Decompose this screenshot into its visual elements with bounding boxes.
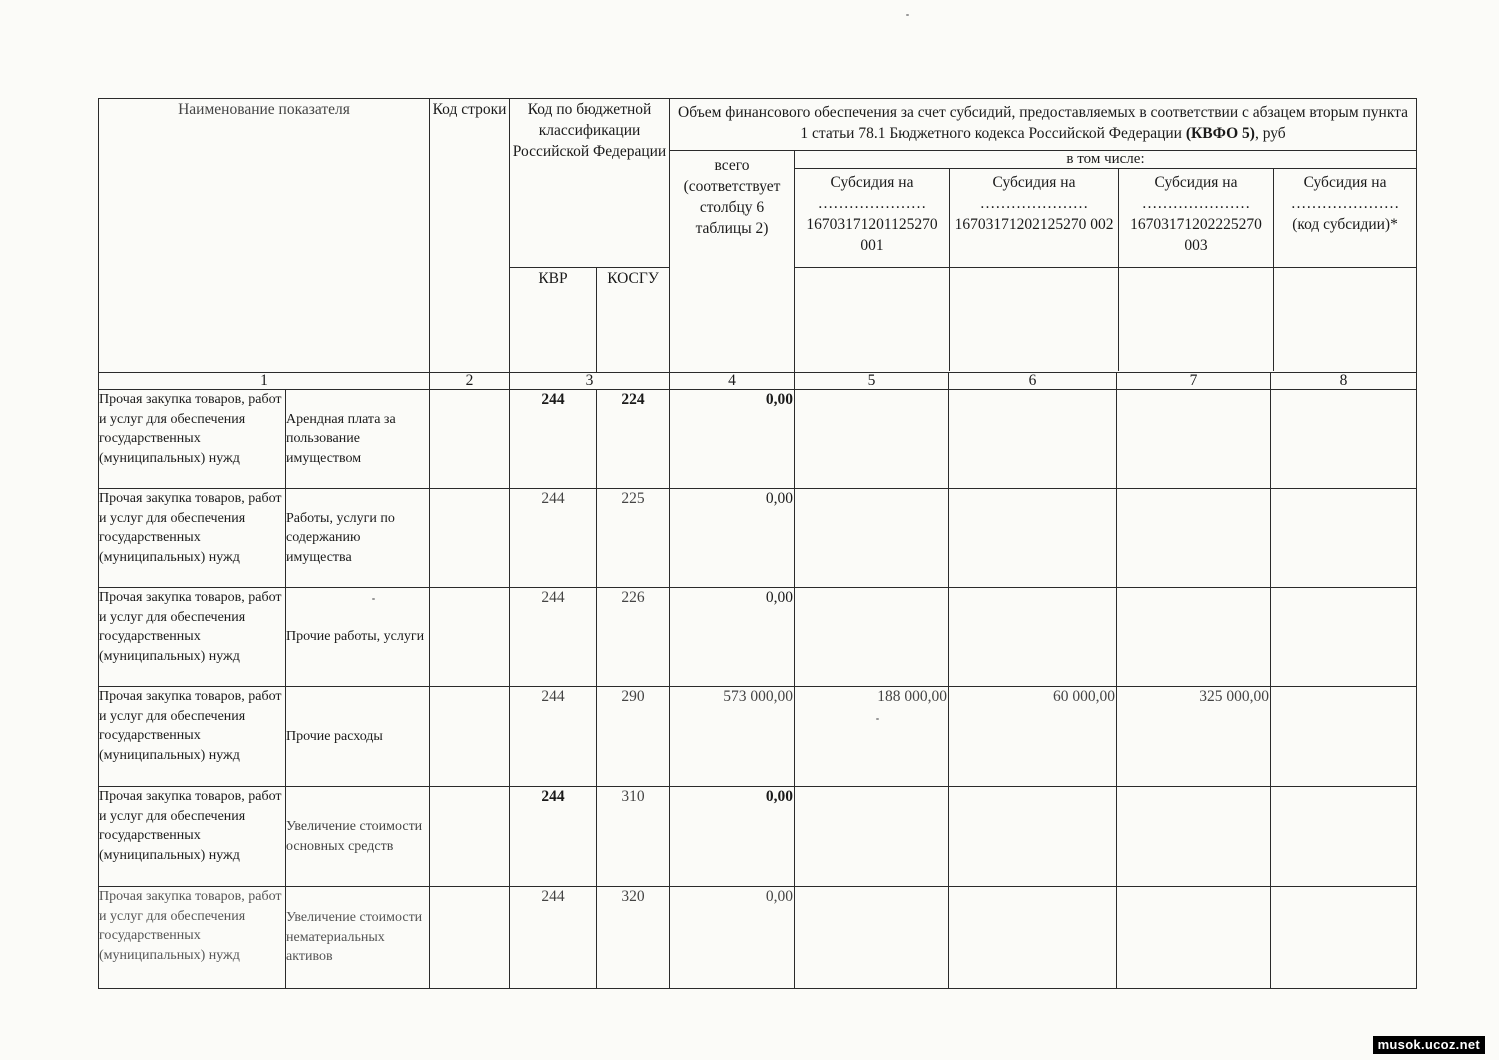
- subsidy-label: Субсидия на: [1154, 174, 1238, 191]
- table-row: [99, 887, 1417, 989]
- row-subsidy-3: [1117, 887, 1271, 989]
- row-line-code: [430, 588, 510, 687]
- row-name: Прочая закупка товаров, работ и услуг для обеспечения государственных (муниципальных) нужд: [99, 489, 286, 588]
- row-kosgu: 310: [597, 787, 670, 887]
- row-subsidy-3: 325 000,00: [1117, 687, 1271, 787]
- table-row: [99, 687, 1417, 787]
- row-subsidy-4: [1271, 489, 1417, 588]
- row-name: Прочая закупка товаров, работ и услуг для обеспечения государственных (муниципальных) нужд: [99, 390, 286, 489]
- header-total: всего (соответствует столбцу 6 таблицы 2): [670, 151, 795, 373]
- column-number: 4: [670, 373, 795, 390]
- column-number: 3: [510, 373, 670, 390]
- row-name: Прочая закупка товаров, работ и услуг для обеспечения государственных (муниципальных) нужд: [99, 887, 286, 989]
- subsidy-label: Субсидия на: [1303, 174, 1387, 191]
- subsidy-code: 16703171202125270 002: [954, 216, 1114, 233]
- row-subsidy-1: [795, 489, 949, 588]
- row-subsidy-3: [1117, 588, 1271, 687]
- row-subsidy-1: [795, 887, 949, 989]
- row-subsidy-4: [1271, 687, 1417, 787]
- budget-table: [98, 98, 1417, 989]
- watermark: musok.ucoz.net: [1373, 1036, 1485, 1054]
- row-name: Прочая закупка товаров, работ и услуг для обеспечения государственных (муниципальных) нужд: [99, 687, 286, 787]
- header-volume: [670, 99, 1417, 151]
- subsidy-header-1: [795, 169, 950, 267]
- row-subsidy-3: [1117, 787, 1271, 887]
- row-subsidy-2: [949, 489, 1117, 588]
- row-kosgu: 290: [597, 687, 670, 787]
- subsidy-code: 16703171201125270 001: [806, 216, 938, 254]
- subsidy-header-blank: [795, 268, 1417, 373]
- subsidy-header-4: [1274, 169, 1416, 267]
- row-subname: Арендная плата за пользование имуществом: [286, 390, 430, 489]
- column-number: 8: [1271, 373, 1417, 390]
- subsidy-label: Субсидия на: [992, 174, 1076, 191]
- table-row: [99, 489, 1417, 588]
- row-total: 0,00: [670, 588, 795, 687]
- column-number: 1: [99, 373, 430, 390]
- row-subname: Увеличение стоимости основных средств: [286, 787, 430, 887]
- row-subsidy-2: [949, 887, 1117, 989]
- subsidy-header-3: [1119, 169, 1274, 267]
- row-line-code: [430, 687, 510, 787]
- header-kosgu: КОСГУ: [597, 268, 670, 373]
- row-line-code: [430, 787, 510, 887]
- header-including-block: [795, 151, 1417, 268]
- row-subsidy-4: [1271, 887, 1417, 989]
- row-subsidy-1: [795, 390, 949, 489]
- row-subname: Прочие расходы: [286, 687, 430, 787]
- row-subname: Увеличение стоимости нематериальных активов: [286, 887, 430, 989]
- header-line-code: Код строки: [430, 99, 510, 373]
- header-volume-unit: , руб: [1254, 125, 1286, 142]
- row-subname: Работы, услуги по содержанию имущества: [286, 489, 430, 588]
- header-name: Наименование показателя: [99, 99, 430, 373]
- row-kvr: 244: [510, 390, 597, 489]
- table-row: [99, 588, 1417, 687]
- column-number: 7: [1117, 373, 1271, 390]
- row-subsidy-2: 60 000,00: [949, 687, 1117, 787]
- row-name: Прочая закупка товаров, работ и услуг для обеспечения государственных (муниципальных) нужд: [99, 787, 286, 887]
- header-volume-title: Объем финансового обеспечения за счет субсидий, предоставляемых в соответствии с абзацем вторым пункта 1 статьи 78.1 Бюджетного кодекса Российской Федерации: [678, 104, 1409, 142]
- row-kosgu: 320: [597, 887, 670, 989]
- row-kvr: 244: [510, 887, 597, 989]
- row-subsidy-2: [949, 588, 1117, 687]
- row-kvr: 244: [510, 588, 597, 687]
- row-kosgu: 226: [597, 588, 670, 687]
- row-line-code: [430, 489, 510, 588]
- header-including: в том числе:: [795, 151, 1416, 169]
- subsidy-dots: …………………: [979, 195, 1089, 212]
- column-number: 6: [949, 373, 1117, 390]
- header-kvr: КВР: [510, 268, 597, 373]
- row-kosgu: 224: [597, 390, 670, 489]
- subsidy-dots: …………………: [817, 195, 927, 212]
- subsidy-code: 16703171202225270 003: [1130, 216, 1262, 254]
- subsidy-label: Субсидия на: [830, 174, 914, 191]
- row-subsidy-4: [1271, 588, 1417, 687]
- row-subsidy-2: [949, 787, 1117, 887]
- row-subsidy-3: [1117, 489, 1271, 588]
- row-line-code: [430, 887, 510, 989]
- subsidy-header-2: [950, 169, 1119, 267]
- row-total: 0,00: [670, 787, 795, 887]
- row-total: 573 000,00: [670, 687, 795, 787]
- row-kvr: 244: [510, 489, 597, 588]
- table-row: [99, 787, 1417, 887]
- row-line-code: [430, 390, 510, 489]
- column-number-row: [99, 373, 1417, 390]
- row-kvr: 244: [510, 687, 597, 787]
- scan-speck: [906, 14, 909, 16]
- table-row: [99, 390, 1417, 489]
- row-kosgu: 225: [597, 489, 670, 588]
- row-subsidy-1: [795, 588, 949, 687]
- row-subsidy-2: [949, 390, 1117, 489]
- row-subsidy-4: [1271, 787, 1417, 887]
- row-kvr: 244: [510, 787, 597, 887]
- row-subsidy-4: [1271, 390, 1417, 489]
- header-volume-kvfo: (КВФО 5): [1185, 125, 1255, 142]
- header-budget-code: Код по бюджетной классификации Российской Федерации: [510, 99, 670, 268]
- subsidy-code: (код субсидии)*: [1292, 216, 1398, 233]
- row-total: 0,00: [670, 887, 795, 989]
- row-subsidy-1: [795, 787, 949, 887]
- row-total: 0,00: [670, 390, 795, 489]
- column-number: 5: [795, 373, 949, 390]
- row-subname: Прочие работы, услуги: [286, 588, 430, 687]
- row-total: 0,00: [670, 489, 795, 588]
- row-subsidy-1: 188 000,00: [795, 687, 949, 787]
- row-subsidy-3: [1117, 390, 1271, 489]
- subsidy-dots: …………………: [1290, 195, 1400, 212]
- column-number: 2: [430, 373, 510, 390]
- row-name: Прочая закупка товаров, работ и услуг для обеспечения государственных (муниципальных) нужд: [99, 588, 286, 687]
- subsidy-dots: …………………: [1141, 195, 1251, 212]
